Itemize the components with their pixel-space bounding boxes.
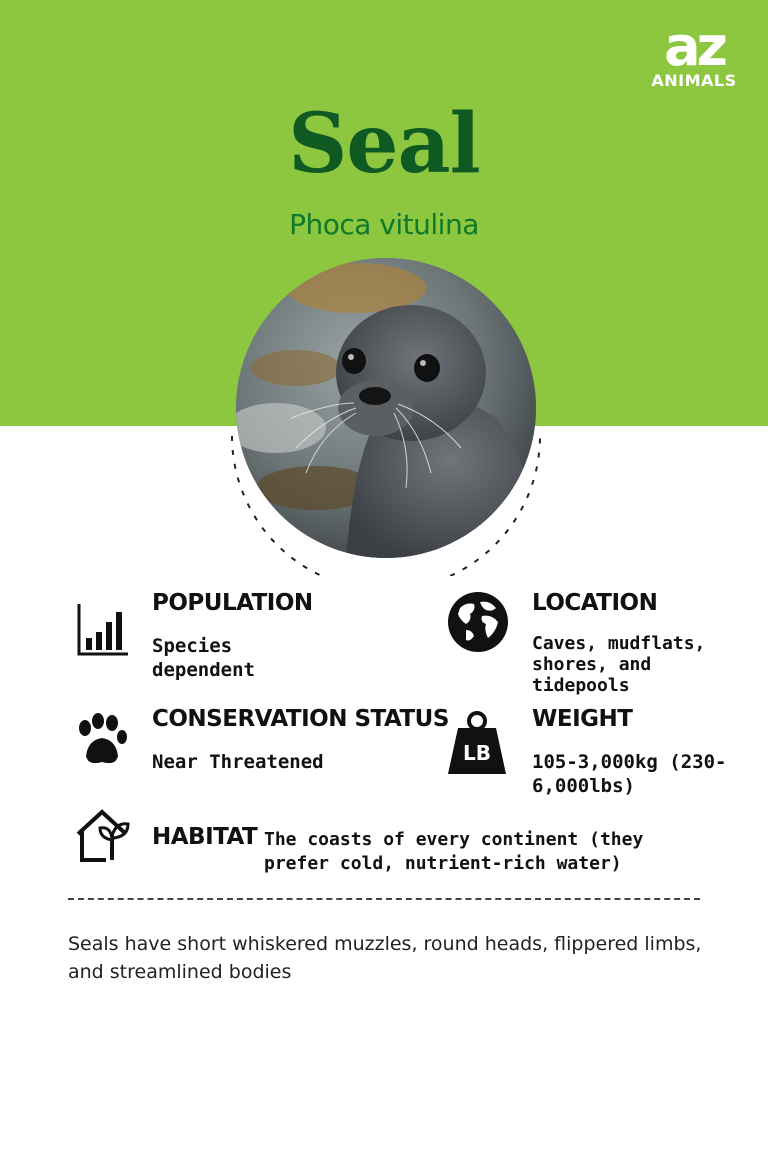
paw-icon [72, 712, 128, 768]
logo-mark: az [664, 15, 724, 78]
weight-value: 105-3,000kg (230-6,000lbs) [532, 751, 727, 797]
population-label: POPULATION [152, 590, 313, 616]
weight-label: WEIGHT [532, 706, 633, 732]
habitat-label: HABITAT [152, 824, 258, 850]
population-value: Species dependent [152, 635, 255, 681]
dashed-divider [68, 898, 700, 900]
location-label: LOCATION [532, 590, 658, 616]
conservation-value: Near Threatened [152, 751, 324, 773]
logo-wordmark: ANIMALS [651, 71, 737, 90]
globe-icon [446, 590, 510, 654]
bar-chart-icon [74, 600, 130, 656]
scientific-name: Phoca vitulina [289, 208, 479, 241]
house-plant-icon [74, 808, 130, 864]
habitat-value: The coasts of every continent (they prefer cold, nutrient-rich water) [264, 829, 644, 874]
description-text: Seals have short whiskered muzzles, round heads, flippered limbs, and streamlined bodies [68, 933, 702, 983]
weight-icon-badge: LB [463, 741, 491, 765]
conservation-label: CONSERVATION STATUS [152, 706, 449, 732]
az-animals-logo[interactable] [648, 15, 740, 90]
seal-photo [236, 258, 536, 558]
animal-name: Seal [288, 96, 480, 192]
location-value: Caves, mudflats, shores, and tidepools [532, 633, 706, 696]
seal-illustration [236, 258, 536, 558]
weight-icon [446, 710, 508, 774]
